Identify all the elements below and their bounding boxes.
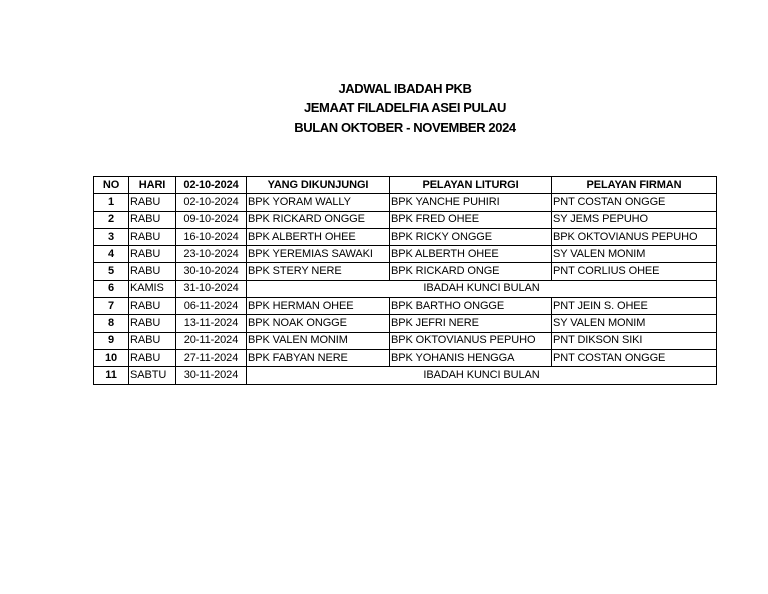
col-header-liturgi: PELAYAN LITURGI bbox=[390, 177, 552, 194]
title-line-2: JEMAAT FILADELFIA ASEI PULAU bbox=[303, 100, 507, 116]
col-header-dikunjungi: YANG DIKUNJUNGI bbox=[247, 177, 390, 194]
cell-firman: SY VALEN MONIM bbox=[552, 315, 717, 332]
cell-liturgi: BPK ALBERTH OHEE bbox=[390, 246, 552, 263]
cell-hari: RABU bbox=[129, 263, 176, 280]
cell-firman: BPK OKTOVIANUS PEPUHO bbox=[552, 228, 717, 245]
cell-no: 7 bbox=[94, 298, 129, 315]
table-header-row bbox=[94, 177, 717, 194]
cell-tanggal: 16-10-2024 bbox=[176, 228, 247, 245]
cell-dikunjungi: BPK YORAM WALLY bbox=[247, 194, 390, 211]
cell-no: 3 bbox=[94, 228, 129, 245]
cell-liturgi: BPK YOHANIS HENGGA bbox=[390, 349, 552, 366]
cell-no: 1 bbox=[94, 194, 129, 211]
cell-firman: PNT COSTAN ONGGE bbox=[552, 349, 717, 366]
document-title bbox=[0, 79, 768, 137]
cell-liturgi: BPK YANCHE PUHIRI bbox=[390, 194, 552, 211]
cell-tanggal: 23-10-2024 bbox=[176, 246, 247, 263]
table-row bbox=[94, 263, 717, 280]
table-row bbox=[94, 228, 717, 245]
cell-firman: PNT DIKSON SIKI bbox=[552, 332, 717, 349]
cell-tanggal: 02-10-2024 bbox=[176, 194, 247, 211]
cell-tanggal: 30-10-2024 bbox=[176, 263, 247, 280]
table-row bbox=[94, 298, 717, 315]
cell-liturgi: BPK RICKARD ONGE bbox=[390, 263, 552, 280]
col-header-no: NO bbox=[94, 177, 129, 194]
cell-tanggal: 27-11-2024 bbox=[176, 349, 247, 366]
cell-dikunjungi: BPK VALEN MONIM bbox=[247, 332, 390, 349]
cell-tanggal: 20-11-2024 bbox=[176, 332, 247, 349]
table-row bbox=[94, 194, 717, 211]
cell-no: 2 bbox=[94, 211, 129, 228]
cell-hari: RABU bbox=[129, 298, 176, 315]
cell-note-kunci-bulan: IBADAH KUNCI BULAN bbox=[247, 367, 717, 384]
cell-liturgi: BPK BARTHO ONGGE bbox=[390, 298, 552, 315]
cell-dikunjungi: BPK HERMAN OHEE bbox=[247, 298, 390, 315]
title-line-3: BULAN OKTOBER - NOVEMBER 2024 bbox=[294, 119, 516, 135]
cell-dikunjungi: BPK YEREMIAS SAWAKI bbox=[247, 246, 390, 263]
cell-no: 4 bbox=[94, 246, 129, 263]
cell-no: 9 bbox=[94, 332, 129, 349]
cell-no: 6 bbox=[94, 280, 129, 297]
table-row bbox=[94, 280, 717, 297]
cell-tanggal: 06-11-2024 bbox=[176, 298, 247, 315]
table-row bbox=[94, 211, 717, 228]
table-row bbox=[94, 332, 717, 349]
cell-firman: SY VALEN MONIM bbox=[552, 246, 717, 263]
table-row bbox=[94, 349, 717, 366]
col-header-hari: HARI bbox=[129, 177, 176, 194]
cell-hari: KAMIS bbox=[129, 280, 176, 297]
cell-hari: RABU bbox=[129, 246, 176, 263]
cell-hari: RABU bbox=[129, 332, 176, 349]
cell-firman: PNT JEIN S. OHEE bbox=[552, 298, 717, 315]
table-row bbox=[94, 367, 717, 384]
cell-dikunjungi: BPK NOAK ONGGE bbox=[247, 315, 390, 332]
cell-hari: RABU bbox=[129, 315, 176, 332]
cell-firman: PNT COSTAN ONGGE bbox=[552, 194, 717, 211]
title-line-1: JADWAL IBADAH PKB bbox=[338, 81, 472, 96]
cell-tanggal: 31-10-2024 bbox=[176, 280, 247, 297]
cell-liturgi: BPK JEFRI NERE bbox=[390, 315, 552, 332]
col-header-firman: PELAYAN FIRMAN bbox=[552, 177, 717, 194]
cell-no: 11 bbox=[94, 367, 129, 384]
cell-hari: RABU bbox=[129, 211, 176, 228]
cell-firman: SY JEMS PEPUHO bbox=[552, 211, 717, 228]
cell-liturgi: BPK OKTOVIANUS PEPUHO bbox=[390, 332, 552, 349]
cell-dikunjungi: BPK ALBERTH OHEE bbox=[247, 228, 390, 245]
cell-no: 8 bbox=[94, 315, 129, 332]
cell-dikunjungi: BPK RICKARD ONGGE bbox=[247, 211, 390, 228]
cell-hari: SABTU bbox=[129, 367, 176, 384]
cell-hari: RABU bbox=[129, 228, 176, 245]
cell-hari: RABU bbox=[129, 194, 176, 211]
col-header-tanggal: 02-10-2024 bbox=[176, 177, 247, 194]
cell-no: 5 bbox=[94, 263, 129, 280]
cell-dikunjungi: BPK STERY NERE bbox=[247, 263, 390, 280]
cell-hari: RABU bbox=[129, 349, 176, 366]
cell-note-kunci-bulan: IBADAH KUNCI BULAN bbox=[247, 280, 717, 297]
cell-tanggal: 13-11-2024 bbox=[176, 315, 247, 332]
cell-no: 10 bbox=[94, 349, 129, 366]
cell-tanggal: 30-11-2024 bbox=[176, 367, 247, 384]
cell-liturgi: BPK FRED OHEE bbox=[390, 211, 552, 228]
table-row bbox=[94, 315, 717, 332]
schedule-table bbox=[93, 176, 717, 385]
cell-liturgi: BPK RICKY ONGGE bbox=[390, 228, 552, 245]
cell-firman: PNT CORLIUS OHEE bbox=[552, 263, 717, 280]
cell-dikunjungi: BPK FABYAN NERE bbox=[247, 349, 390, 366]
table-row bbox=[94, 246, 717, 263]
cell-tanggal: 09-10-2024 bbox=[176, 211, 247, 228]
